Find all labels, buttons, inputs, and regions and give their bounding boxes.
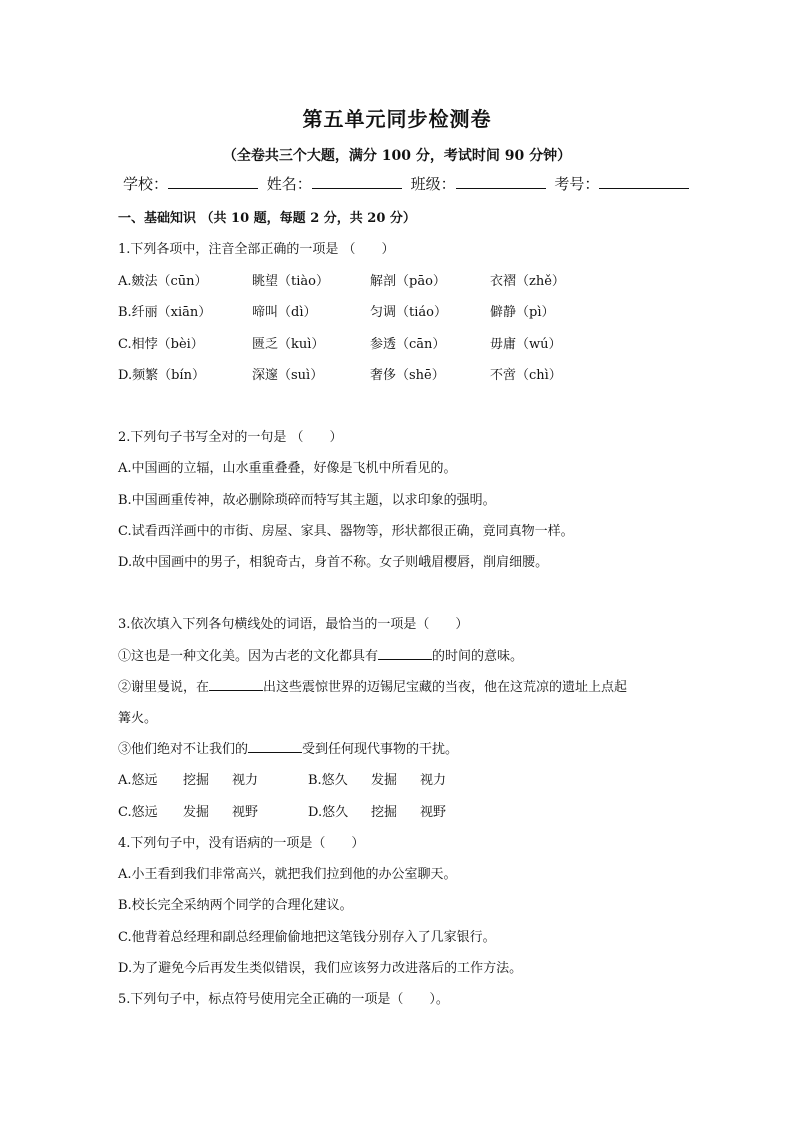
q4-stem: 4.下列句子中，没有语病的一项是（ ）	[118, 836, 365, 851]
q5-stem: 5.下列句子中，标点符号使用完全正确的一项是（ ）。	[118, 992, 449, 1007]
q3-option-word: 挖掘	[183, 773, 210, 788]
q1-option-cell: 匮乏（kuì）	[252, 337, 325, 352]
q3-option-word: 发掘	[183, 805, 210, 820]
name-blank[interactable]	[312, 174, 402, 189]
q1-option-cell: 僻静（pì）	[490, 305, 555, 320]
q2-option: B.中国画重传神，故必删除琐碎而特写其主题，以求印象的强明。	[118, 493, 496, 508]
fill-blank[interactable]	[378, 647, 432, 660]
class-blank[interactable]	[456, 174, 546, 189]
q3-sentence-2	[118, 676, 627, 695]
q1-option-cell: 不啻（chì）	[490, 368, 562, 383]
section-heading: 一、基础知识 （共 10 题，每题 2 分，共 20 分）	[118, 211, 416, 226]
q3-option-word: 视野	[420, 805, 447, 820]
q4-option: B.校长完全采纳两个同学的合理化建议。	[118, 898, 353, 913]
q2-option: C.试看西洋画中的市街、房屋、家具、器物等，形状都很正确，竟同真物一样。	[118, 524, 574, 539]
q3-sentence-2-text: ②谢里曼说，在	[118, 680, 210, 695]
student-info-line	[123, 173, 683, 194]
q3-sentence-2-continued: 篝火。	[118, 711, 158, 726]
q1-option-cell: 毋庸（wú）	[490, 337, 562, 352]
exam-no-label: 考号：	[554, 175, 600, 193]
q4-option: D.为了避免今后再发生类似错误，我们应该努力改进落后的工作方法。	[118, 961, 523, 976]
q3-sentence-3-text: ③他们绝对不让我们的	[118, 742, 249, 757]
q1-option-cell: 啼叫（dì）	[252, 305, 317, 320]
exam-no-blank[interactable]	[599, 174, 689, 189]
q3-option-word: A.悠远	[118, 773, 158, 788]
q3-sentence-1-text: 的时间的意味。	[432, 649, 524, 664]
fill-blank[interactable]	[209, 678, 263, 691]
q3-option-word: C.悠远	[118, 805, 158, 820]
q3-sentence-2-text: 出这些震惊世界的迈锡尼宝藏的当夜，他在这荒凉的遗址上点起	[263, 680, 628, 695]
page-subtitle: （全卷共三个大题，满分 100 分，考试时间 90 分钟）	[222, 148, 572, 164]
name-label: 姓名：	[266, 175, 312, 193]
q1-option-cell: 解剖（pāo）	[370, 274, 446, 289]
q3-sentence-3	[118, 738, 458, 757]
q4-option: A.小王看到我们非常高兴，就把我们拉到他的办公室聊天。	[118, 867, 457, 882]
q3-option-word: 发掘	[371, 773, 398, 788]
q1-option-cell: 奢侈（shē）	[370, 368, 445, 383]
q3-option-word: D.悠久	[308, 805, 349, 820]
q3-option-word: 视力	[232, 773, 259, 788]
q3-sentence-3-text: 受到任何现代事物的干扰。	[302, 742, 459, 757]
q4-option: C.他背着总经理和副总经理偷偷地把这笔钱分别存入了几家银行。	[118, 930, 496, 945]
q1-stem: 1.下列各项中，注音全部正确的一项是 （ ）	[118, 242, 395, 257]
class-label: 班级：	[410, 175, 456, 193]
q3-option-word: 挖掘	[371, 805, 398, 820]
q2-option: A.中国画的立辐，山水重重叠叠，好像是飞机中所看见的。	[118, 461, 457, 476]
school-label: 学校：	[123, 175, 169, 193]
page-title: 第五单元同步检测卷	[302, 107, 492, 131]
q1-option-cell: B.纤丽（xiān）	[118, 305, 212, 320]
fill-blank[interactable]	[248, 740, 302, 753]
q1-option-cell: 眺望（tiào）	[252, 274, 329, 289]
q1-option-cell: 参透（cān）	[370, 337, 446, 352]
q1-option-cell: A.皴法（cūn）	[118, 274, 208, 289]
q1-option-cell: 深邃（suì）	[252, 368, 324, 383]
q3-option-word: 视野	[232, 805, 259, 820]
q3-stem: 3.依次填入下列各句横线处的词语，最恰当的一项是（ ）	[118, 617, 469, 632]
q2-stem: 2.下列句子书写全对的一句是 （ ）	[118, 430, 343, 445]
q2-option: D.故中国画中的男子，相貌奇古，身首不称。女子则峨眉樱唇，削肩细腰。	[118, 555, 549, 570]
q1-option-cell: C.相悖（bèi）	[118, 337, 204, 352]
q1-option-cell: 匀调（tiáo）	[370, 305, 447, 320]
q3-sentence-1-text: ①这也是一种文化美。因为古老的文化都具有	[118, 649, 379, 664]
q3-sentence-1	[118, 645, 523, 664]
q3-option-word: B.悠久	[308, 773, 348, 788]
q1-option-cell: D.频繁（bín）	[118, 368, 205, 383]
q1-option-cell: 衣褶（zhě）	[490, 274, 565, 289]
q3-option-word: 视力	[420, 773, 447, 788]
school-blank[interactable]	[168, 174, 258, 189]
